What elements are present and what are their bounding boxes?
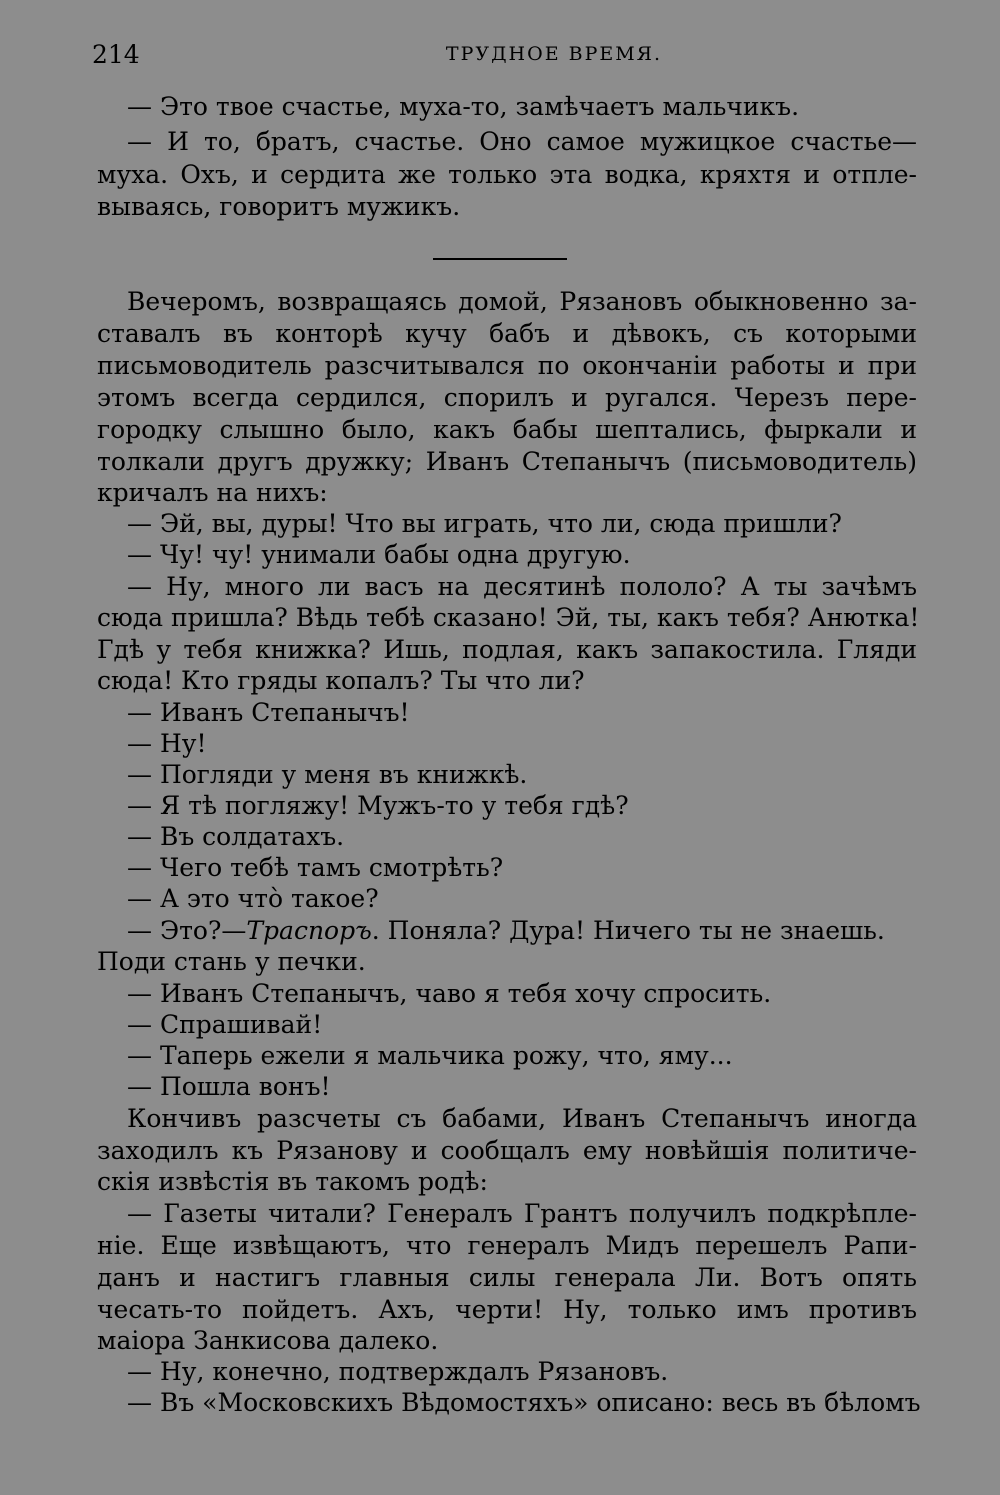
text-line: скія извѣстія въ такомъ родѣ: — [97, 1167, 488, 1196]
text-line: — Чего тебѣ тамъ смотрѣть? — [127, 853, 504, 882]
text-line: чесать-то пойдетъ. Ахъ, черти! Ну, только имъ противъ — [97, 1295, 917, 1324]
text-line: — Я тѣ погляжу! Мужъ-то у тебя гдѣ? — [127, 791, 629, 820]
italic-word: Траспоръ — [246, 916, 372, 945]
text-line: — Погляди у меня въ книжкѣ. — [127, 760, 528, 789]
text-line: — Это твое счастье, муха-то, замѣчаетъ мальчикъ. — [127, 92, 800, 121]
text-line — [97, 915, 917, 946]
text-line: — Ну! — [127, 729, 207, 758]
text-line: Кончивъ разсчеты съ бабами, Иванъ Степанычъ иногда — [127, 1104, 917, 1133]
text-span: . Поняла? Дура! Ничего ты не знаешь. — [371, 916, 885, 945]
text-line: — Въ «Московскихъ Вѣдомостяхъ» описано: весь въ бѣломъ — [127, 1388, 921, 1417]
text-line: Гдѣ у тебя книжка? Ишь, подлая, какъ запакостила. Гляди — [97, 635, 917, 664]
text-line: — Иванъ Степанычъ, чаво я тебя хочу спросить. — [127, 979, 772, 1008]
text-line: — Газеты читали? Генералъ Грантъ получилъ подкрѣпле- — [127, 1199, 917, 1228]
text-line: — Иванъ Степанычъ! — [127, 698, 410, 727]
text-line: письмоводитель разсчитывался по окончаніи работы и при — [97, 351, 917, 380]
running-head — [92, 40, 916, 74]
text-line: — Спрашивай! — [127, 1010, 323, 1039]
text-line: городку слышно было, какъ бабы шептались, фыркали и — [97, 415, 917, 444]
text-line: ніе. Еще извѣщаютъ, что генералъ Мидъ перешелъ Рапи- — [97, 1231, 917, 1260]
text-line: — Въ солдатахъ. — [127, 822, 345, 851]
text-line: вываясь, говоритъ мужикъ. — [97, 192, 461, 221]
text-line: — Пошла вонъ! — [127, 1072, 331, 1101]
text-line: — А это чтò такое? — [127, 884, 379, 913]
section-divider — [433, 258, 567, 260]
text-line: данъ и настигъ главныя силы генерала Ли. Вотъ опять — [97, 1263, 917, 1292]
text-line: — Чу! чу! унимали бабы одна другую. — [127, 540, 631, 569]
text-line: Вечеромъ, возвращаясь домой, Рязановъ обыкновенно за- — [127, 287, 917, 316]
running-title: ТРУДНОЕ ВРЕМЯ. — [445, 43, 663, 65]
text-line: — Ну, конечно, подтверждалъ Рязановъ. — [127, 1357, 669, 1386]
text-line: — Эй, вы, дуры! Что вы играть, что ли, сюда пришли? — [127, 509, 842, 538]
text-line: сюда! Кто гряды копалъ? Ты что ли? — [97, 666, 585, 695]
text-line: толкали другъ дружку; Иванъ Степанычъ (письмоводитель) — [97, 447, 917, 476]
page-number: 214 — [92, 40, 140, 69]
text-line: — Таперь ежели я мальчика рожу, что, яму... — [127, 1041, 733, 1070]
text-line: муха. Охъ, и сердита же только эта водка, кряхтя и отпле- — [97, 160, 917, 189]
text-line: — Ну, много ли васъ на десятинѣ пололо? А ты зачѣмъ — [127, 572, 917, 601]
text-line: маіора Занкисова далеко. — [97, 1326, 439, 1355]
text-line: кричалъ на нихъ: — [97, 478, 328, 507]
text-span: — Это?— — [127, 916, 247, 945]
text-line: Поди стань у печки. — [97, 947, 366, 976]
text-line: сюда пришла? Вѣдь тебѣ сказано! Эй, ты, какъ тебя? Анютка! — [97, 603, 920, 632]
text-line: — И то, братъ, счастье. Оно самое мужицкое счастье— — [127, 127, 917, 156]
text-line: этомъ всегда сердился, спорилъ и ругался. Черезъ пере- — [97, 383, 917, 412]
text-line: ставалъ въ конторѣ кучу бабъ и дѣвокъ, съ которыми — [97, 319, 917, 348]
text-line: заходилъ къ Рязанову и сообщалъ ему новѣйшія политиче- — [97, 1136, 917, 1165]
